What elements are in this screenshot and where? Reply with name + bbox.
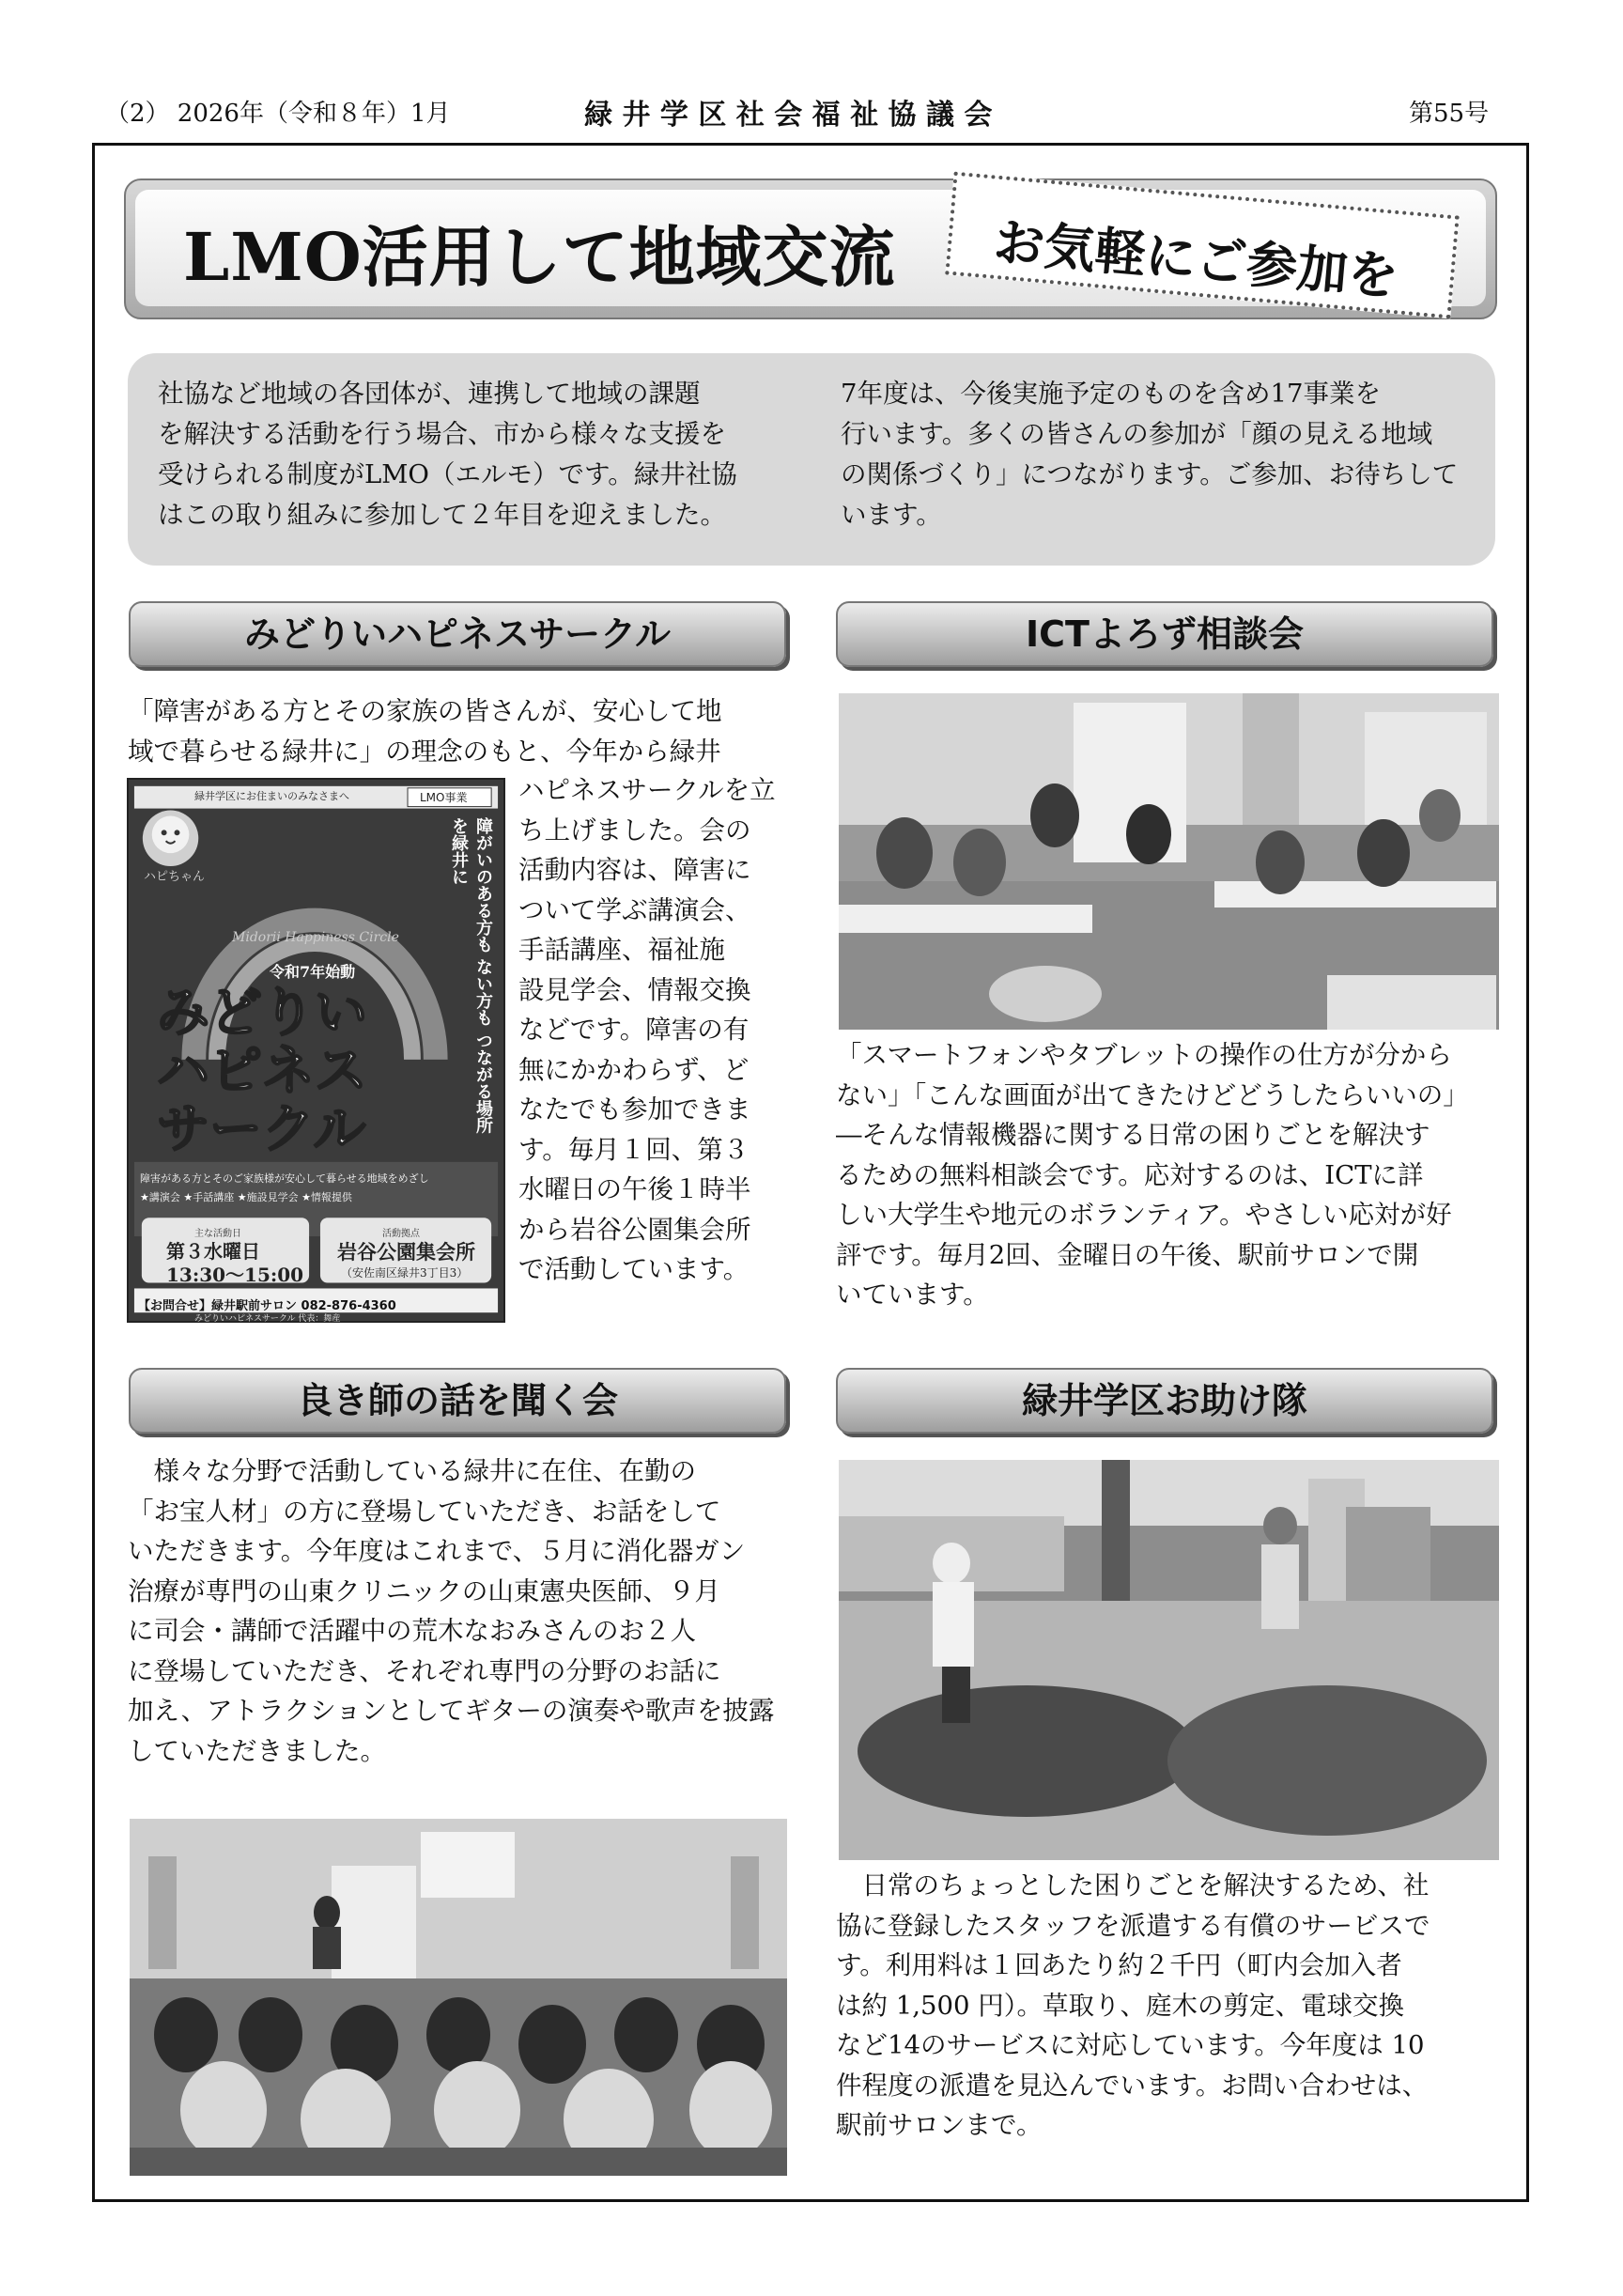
section-title-happiness: みどりいハピネスサークル [243,613,672,655]
poster-desc: 障害がある方とそのご家族様が安心して暮らせる地域をめざし [140,1172,429,1185]
poster-top-note: 緑井学区にお住まいのみなさまへ [194,790,349,802]
helpers-text: 日常のちょっとした困りごとを解決するため、社 協に登録したスタッフを派遣する有償のサービスで す。利用料は１回あたり約２千円（町内会加入者 は約 1,500 円）。草取り、庭木の剪定、電球交換 など14のサービスに対応しています。今年度は 10 件程度の派遣を見込んでいます。お問い合わせは、 駅前サロンまで。 [836,1870,1430,2140]
poster-contact: 【お問合せ】緑井駅前サロン 082-876-4360 [138,1299,396,1313]
poster-mascot: ハピちゃん [144,870,206,884]
page-title: LMO活用して地域交流 [183,218,896,296]
poster-day: 第３水曜日 [166,1240,260,1263]
poster-place: 岩谷公園集会所 [337,1240,475,1264]
helpers-photo [839,1460,1499,1860]
poster-footer: みどりいハピネスサークル 代表：舞産 [194,1314,341,1324]
teacher-text: 様々な分野で活動している緑井に在住、在勤の 「お宝人材」の方に登場していただき、お話をして いただきます。今年度はこれまで、５月に消化器ガン 治療が専門の山東クリニックの山東憲央医師、９月 に司会・講師で活躍中の荒木なおみさんのお２人 に登場していただき、それぞれ専門の分野のお話に 加え、アトラクションとしてギターの演奏や歌声を披露 していただきました。 [128,1456,775,1766]
section-title-helpers: 緑井学区お助け隊 [1021,1380,1307,1421]
intro-left: 社協など地域の各団体が、連携して地域の課題 を解決する活動を行う場合、市から様々な支援を 受けられる制度がLMO（エルモ）です。緑井社協 はこの取り組みに参加して２年目を迎えました。 [158,379,737,530]
ict-text: 「スマートフォンやタブレットの操作の仕方が分から ない」「こんな画面が出てきたけどどうしたらいいの」 ―そんな情報機器に関する日常の困りごとを解決す るための無料相談会です。応対するのは、ICTに詳 しい大学生や地元のボランティア。やさしい応対が好 評です。毎月2回、金曜日の午後、駅前サロンで開 いています。 [836,1040,1469,1310]
poster-day-label: 主な活動日 [194,1229,241,1239]
poster-time: 13:30～15:00 [166,1264,304,1286]
poster-address: （安佐南区緑井3丁目3） [341,1266,469,1280]
happiness-side-text: ハピネスサークルを立 ち上げました。会の 活動内容は、障害に ついて学ぶ講演会、 手話講座、福祉施 設見学会、情報交換 などです。障害の有 無にかかわらず、ど なたでも参加できま す。毎月１回、第３ 水曜日の午後１時半 から岩谷公園集会所 で活動しています。 [518,775,776,1284]
tag-text: お気軽にご参加を [991,211,1401,307]
section-title-ict: ICTよろず相談会 [1026,613,1304,655]
organization-name: 緑 井 学 区 社 会 福 祉 協 議 会 [584,99,993,132]
teacher-photo [130,1819,787,2176]
poster-start: 令和7年始動 [270,963,356,981]
happiness-poster [127,778,505,1323]
happiness-lead: 「障害がある方とその家族の皆さんが、安心して地 域で暮らせる緑井に」の理念のもと、今年から緑井 [128,696,722,767]
issue-date: （2） 2026年（令和８年）1月 [105,100,451,128]
poster-title: みどりい ハピネス サークル [157,983,367,1160]
intro-right: 7年度は、今後実施予定のものを含め17事業を 行います。多くの皆さんの参加が「顔の見える地域 の関係づくり」につながります。ご参加、お待ちして います。 [841,379,1459,530]
poster-arc-text: Midorii Happiness Circle [232,930,399,945]
poster-badge: LMO事業 [420,791,468,804]
poster-activities: ★講演会 ★手話講座 ★施設見学会 ★情報提供 [140,1191,352,1203]
section-title-teacher: 良き師の話を聞く会 [296,1380,618,1421]
poster-vertical-text: 障がいのある方も ない方も つながる場所を緑井に [449,817,493,1134]
ict-photo [839,693,1499,1030]
issue-number: 第55号 [1409,100,1490,128]
poster-place-label: 活動拠点 [382,1229,420,1239]
